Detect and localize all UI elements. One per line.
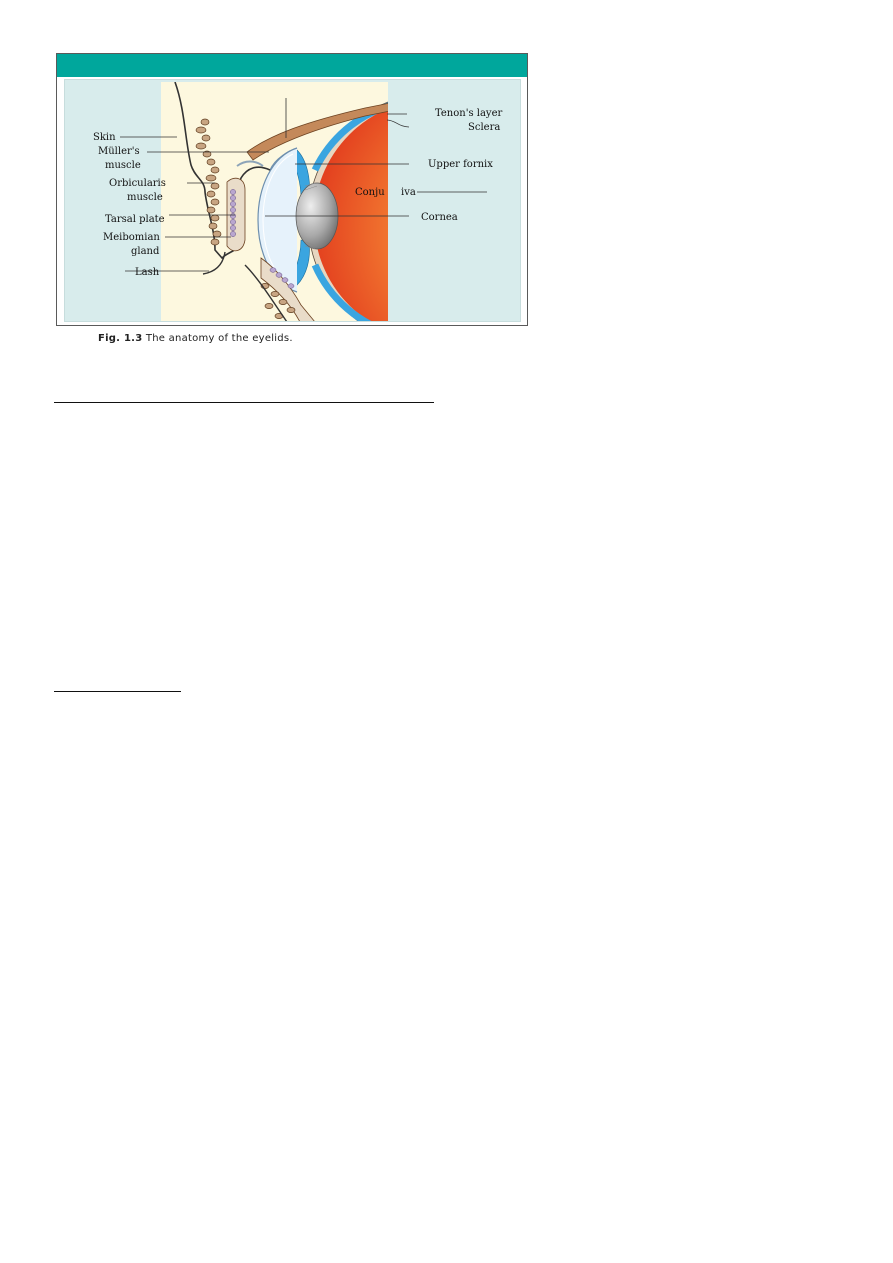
tarsal-plate — [227, 178, 245, 251]
label-skin: Skin — [93, 132, 116, 143]
section-divider-rule — [54, 402, 434, 403]
label-sclera: Sclera — [468, 122, 501, 133]
eyelid-anatomy-illustration — [65, 80, 521, 322]
label-meibomian-line2: gland — [131, 246, 160, 257]
figure-number: Fig. 1.3 — [98, 333, 143, 344]
label-mullers-muscle-line2: muscle — [105, 160, 141, 171]
section-short-rule — [54, 691, 181, 692]
eyelid-anatomy-diagram — [64, 79, 521, 322]
label-orbicularis-line1: Orbicularis — [109, 178, 166, 189]
label-lash: Lash — [135, 267, 160, 278]
label-orbicularis-line2: muscle — [127, 192, 163, 203]
figure-header-bar — [57, 54, 527, 77]
label-meibomian-line1: Meibomian — [103, 232, 160, 243]
figure-caption-text: The anatomy of the eyelids. — [142, 333, 293, 344]
label-upper-fornix: Upper fornix — [428, 159, 493, 170]
label-cornea: Cornea — [421, 212, 458, 223]
figure-caption — [98, 333, 293, 344]
figure-frame — [56, 53, 528, 326]
label-conjunctiva-part1: Conju — [355, 187, 385, 198]
label-conjunctiva-part2: iva — [401, 187, 416, 198]
label-tarsal-plate: Tarsal plate — [105, 214, 165, 225]
label-tenons-layer: Tenon's layer — [435, 108, 503, 119]
label-mullers-muscle-line1: Müller's — [98, 146, 140, 157]
